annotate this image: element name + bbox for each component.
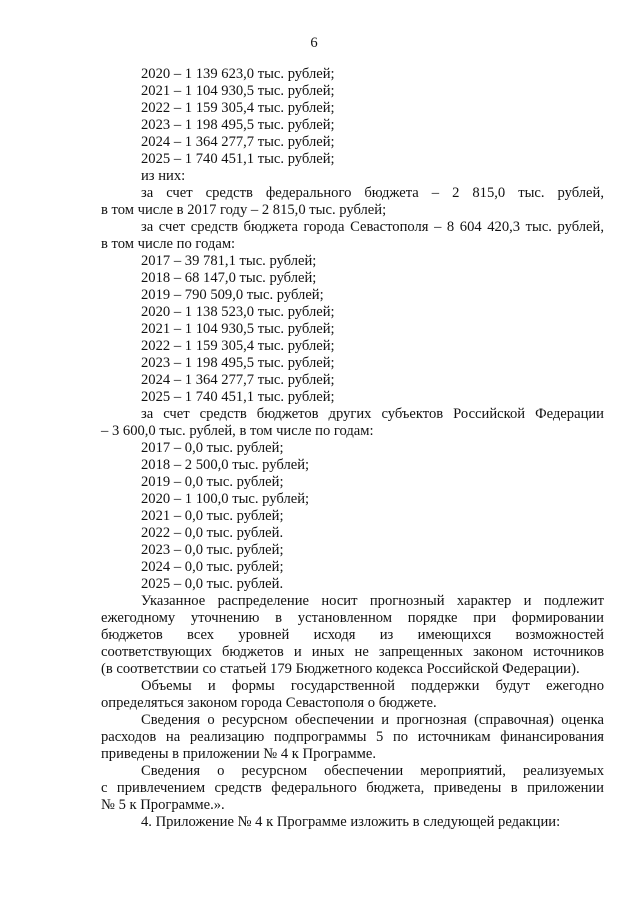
text-line: 2021 – 1 104 930,5 тыс. рублей; bbox=[141, 321, 335, 337]
text-line: 2023 – 1 198 495,5 тыс. рублей; bbox=[141, 117, 335, 133]
text-line: 2019 – 0,0 тыс. рублей; bbox=[141, 474, 284, 490]
text-line: Сведения о ресурсном обеспечении мероприятий, реализуемых bbox=[141, 763, 604, 779]
text-line: 2024 – 1 364 277,7 тыс. рублей; bbox=[141, 372, 335, 388]
text-line: 2023 – 1 198 495,5 тыс. рублей; bbox=[141, 355, 335, 371]
text-line: 2024 – 1 364 277,7 тыс. рублей; bbox=[141, 134, 335, 150]
text-line: за счет средств бюджета города Севастополя – 8 604 420,3 тыс. рублей, bbox=[141, 219, 604, 235]
text-line: 2017 – 0,0 тыс. рублей; bbox=[141, 440, 284, 456]
text-line: 2020 – 1 139 623,0 тыс. рублей; bbox=[141, 66, 335, 82]
text-line: 2017 – 39 781,1 тыс. рублей; bbox=[141, 253, 317, 269]
text-line: в том числе по годам: bbox=[101, 236, 236, 252]
text-line: 2020 – 1 100,0 тыс. рублей; bbox=[141, 491, 310, 507]
text-line: 2024 – 0,0 тыс. рублей; bbox=[141, 559, 284, 575]
text-line: 2018 – 2 500,0 тыс. рублей; bbox=[141, 457, 310, 473]
text-line: Сведения о ресурсном обеспечении и прогнозная (справочная) оценка bbox=[141, 712, 604, 728]
text-line: Указанное распределение носит прогнозный характер и подлежит bbox=[141, 593, 604, 609]
text-line: – 3 600,0 тыс. рублей, в том числе по годам: bbox=[101, 423, 374, 439]
text-line: 4. Приложение № 4 к Программе изложить в следующей редакции: bbox=[141, 814, 561, 830]
text-line: 2020 – 1 138 523,0 тыс. рублей; bbox=[141, 304, 335, 320]
text-line: приведены в приложении № 4 к Программе. bbox=[101, 746, 377, 762]
text-line: 2021 – 0,0 тыс. рублей; bbox=[141, 508, 284, 524]
text-line: 2025 – 1 740 451,1 тыс. рублей; bbox=[141, 389, 335, 405]
text-line: 2022 – 0,0 тыс. рублей. bbox=[141, 525, 284, 541]
text-line: бюджетов всех уровней исходя из имеющихся возможностей bbox=[101, 627, 604, 643]
text-line: 2022 – 1 159 305,4 тыс. рублей; bbox=[141, 100, 335, 116]
text-line: Объемы и формы государственной поддержки будут ежегодно bbox=[141, 678, 604, 694]
text-line: 2021 – 1 104 930,5 тыс. рублей; bbox=[141, 83, 335, 99]
text-line: 2022 – 1 159 305,4 тыс. рублей; bbox=[141, 338, 335, 354]
text-line: определяться законом города Севастополя о бюджете. bbox=[101, 695, 437, 711]
text-line: за счет средств федерального бюджета – 2 815,0 тыс. рублей, bbox=[141, 185, 604, 201]
text-line: в том числе в 2017 году – 2 815,0 тыс. рублей; bbox=[101, 202, 387, 218]
text-line: за счет средств бюджетов других субъектов Российской Федерации bbox=[141, 406, 604, 422]
text-line: 2025 – 0,0 тыс. рублей. bbox=[141, 576, 284, 592]
text-line: (в соответствии со статьей 179 Бюджетного кодекса Российской Федерации). bbox=[101, 661, 580, 677]
text-line: ежегодному уточнению в установленном порядке при формировании bbox=[101, 610, 604, 626]
text-line: с привлечением средств федерального бюджета, приведены в приложении bbox=[101, 780, 604, 796]
text-line: 2023 – 0,0 тыс. рублей; bbox=[141, 542, 284, 558]
text-line: № 5 к Программе.». bbox=[101, 797, 225, 813]
text-line: 2018 – 68 147,0 тыс. рублей; bbox=[141, 270, 317, 286]
text-line: расходов на реализацию подпрограммы 5 по источникам финансирования bbox=[101, 729, 604, 745]
text-line: из них: bbox=[141, 168, 186, 184]
text-line: соответствующих бюджетов и иных не запрещенных законом источников bbox=[101, 644, 604, 660]
text-line: 2019 – 790 509,0 тыс. рублей; bbox=[141, 287, 324, 303]
text-line: 2025 – 1 740 451,1 тыс. рублей; bbox=[141, 151, 335, 167]
page-number: 6 bbox=[310, 35, 318, 51]
